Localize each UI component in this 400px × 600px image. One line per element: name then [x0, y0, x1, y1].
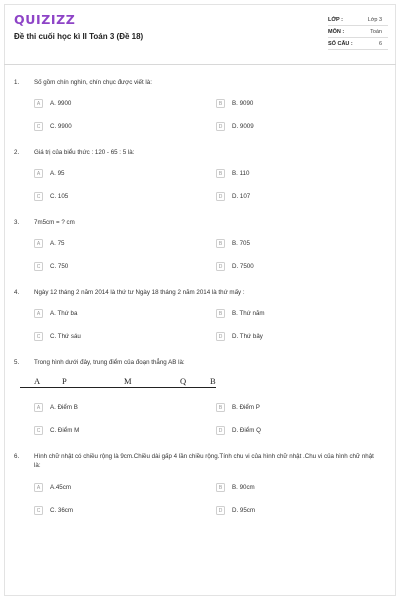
option-b[interactable]: [216, 169, 249, 178]
option-a[interactable]: [34, 169, 64, 178]
option-letter-box: B: [216, 309, 225, 318]
option-text: B. 90cm: [232, 484, 255, 491]
option-b[interactable]: [216, 403, 260, 412]
option-letter-box: B: [216, 239, 225, 248]
option-letter-box: A: [34, 99, 43, 108]
question-number: 6.: [14, 453, 20, 460]
question-text: Số gồm chín nghìn, chín chục được viết là:: [34, 79, 152, 86]
option-letter-box: D: [216, 426, 225, 435]
option-text: D. 9009: [232, 123, 254, 130]
meta-row-count: [328, 38, 388, 50]
option-text: A.45cm: [50, 484, 71, 491]
option-letter-box: C: [34, 506, 43, 515]
option-letter-box: A: [34, 239, 43, 248]
question-text: Ngày 12 tháng 2 năm 2014 là thứ tư Ngày 18 tháng 2 năm 2014 là thứ mấy :: [34, 289, 245, 296]
option-letter-box: C: [34, 192, 43, 201]
option-text: C. 9900: [50, 123, 72, 130]
option-letter-box: B: [216, 99, 225, 108]
option-letter-box: A: [34, 309, 43, 318]
header-divider: [4, 64, 396, 65]
segment-line: [20, 387, 216, 388]
option-letter-box: C: [34, 426, 43, 435]
option-text: A. Thứ ba: [50, 310, 78, 317]
option-text: D. Điểm Q: [232, 427, 261, 434]
option-text: C. Thứ sáu: [50, 333, 81, 340]
point-label-b: B: [210, 376, 216, 386]
option-d[interactable]: [216, 262, 254, 271]
option-letter-box: D: [216, 262, 225, 271]
option-letter-box: D: [216, 122, 225, 131]
option-a[interactable]: [34, 403, 78, 412]
question-number: 1.: [14, 79, 20, 86]
option-a[interactable]: [34, 99, 71, 108]
option-text: B. 705: [232, 240, 250, 247]
option-text: D. Thứ bảy: [232, 333, 263, 340]
segment-ab-figure: [14, 374, 384, 392]
question-number: 4.: [14, 289, 20, 296]
meta-value: Lớp 3: [367, 16, 382, 23]
option-text: B. 110: [232, 170, 250, 177]
option-c[interactable]: [34, 262, 68, 271]
option-text: A. 9900: [50, 100, 72, 107]
option-text: C. 750: [50, 263, 69, 270]
option-text: D. 95cm: [232, 507, 256, 514]
option-a[interactable]: [34, 483, 71, 492]
option-b[interactable]: [216, 483, 255, 492]
option-text: C. Điểm M: [50, 427, 80, 434]
question-number: 3.: [14, 219, 20, 226]
point-label-m: M: [124, 376, 132, 386]
option-text: D. 107: [232, 193, 251, 200]
option-d[interactable]: [216, 426, 261, 435]
option-text: C. 36cm: [50, 507, 74, 514]
option-c[interactable]: [34, 506, 73, 515]
option-text: B. 9090: [232, 100, 254, 107]
option-letter-box: C: [34, 122, 43, 131]
meta-key: LỚP :: [328, 16, 343, 23]
quizizz-logo: QUIZIZZ: [14, 12, 76, 27]
option-letter-box: B: [216, 169, 225, 178]
option-letter-box: D: [216, 506, 225, 515]
option-text: B. Thứ năm: [232, 310, 265, 317]
point-label-p: P: [62, 376, 67, 386]
meta-value: Toán: [370, 28, 382, 35]
option-letter-box: C: [34, 332, 43, 341]
meta-key: MÔN :: [328, 28, 345, 35]
option-text: C. 105: [50, 193, 69, 200]
point-label-q: Q: [180, 376, 187, 386]
option-d[interactable]: [216, 122, 254, 131]
option-b[interactable]: [216, 309, 265, 318]
meta-row-subject: [328, 26, 388, 38]
option-c[interactable]: [34, 192, 68, 201]
meta-key: SỐ CÂU :: [328, 40, 353, 47]
question-text: Hình chữ nhật có chiều rộng là 9cm.Chiều dài gấp 4 lần chiều rộng.Tính chu vi của hình chữ nhật .Chu vi của hình chữ nhật là:: [34, 453, 374, 469]
option-a[interactable]: [34, 239, 64, 248]
option-letter-box: D: [216, 192, 225, 201]
option-letter-box: C: [34, 262, 43, 271]
option-c[interactable]: [34, 332, 81, 341]
option-c[interactable]: [34, 122, 72, 131]
option-b[interactable]: [216, 239, 250, 248]
option-letter-box: B: [216, 403, 225, 412]
option-letter-box: A: [34, 483, 43, 492]
option-d[interactable]: [216, 192, 250, 201]
option-c[interactable]: [34, 426, 79, 435]
document-title: Đề thi cuối học kì II Toán 3 (Đề 18): [14, 32, 144, 41]
option-text: D. 7500: [232, 263, 254, 270]
option-text: A. 75: [50, 240, 65, 247]
option-text: A. 95: [50, 170, 65, 177]
option-letter-box: D: [216, 332, 225, 341]
question-text: Trong hình dưới đây, trung điểm của đoạn thẳng AB là:: [34, 359, 185, 366]
question-text: Giá trị của biểu thức : 120 - 65 : 5 là:: [34, 149, 135, 156]
option-text: A. Điểm B: [50, 404, 78, 411]
point-label-a: A: [34, 376, 41, 386]
meta-row-class: [328, 14, 388, 26]
meta-value: 6: [378, 40, 382, 47]
question-number: 2.: [14, 149, 20, 156]
option-b[interactable]: [216, 99, 253, 108]
option-a[interactable]: [34, 309, 77, 318]
option-text: B. Điểm P: [232, 404, 260, 411]
question-number: 5.: [14, 359, 20, 366]
meta-panel: [328, 14, 388, 50]
option-d[interactable]: [216, 506, 255, 515]
option-d[interactable]: [216, 332, 263, 341]
option-letter-box: B: [216, 483, 225, 492]
option-letter-box: A: [34, 403, 43, 412]
option-letter-box: A: [34, 169, 43, 178]
question-text: 7m5cm = ? cm: [34, 219, 75, 226]
